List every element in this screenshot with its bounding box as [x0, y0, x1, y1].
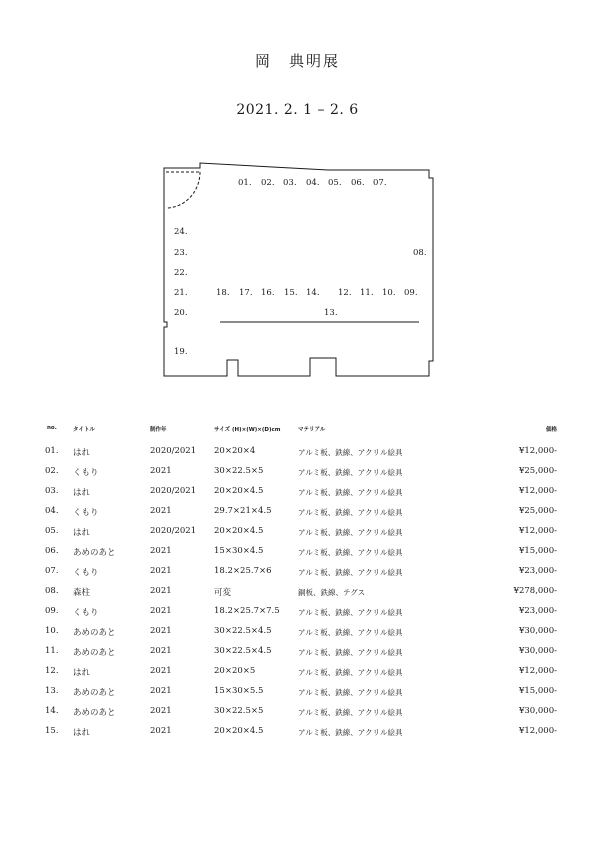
cell-title: あめのあと: [73, 548, 116, 558]
plan-label: 11.: [360, 288, 374, 298]
cell-title: はれ: [73, 448, 91, 458]
cell-material: 銅板、鉄線、テグス: [298, 588, 366, 597]
table-row: [0, 524, 595, 538]
cell-title: あめのあと: [73, 688, 116, 698]
cell-size: 15×30×5.5: [214, 686, 264, 696]
cell-material: アルミ板、鉄線、アクリル絵具: [298, 708, 403, 717]
plan-label: 18.: [216, 288, 230, 298]
floor-plan-walls: [164, 163, 433, 376]
table-row: [0, 604, 595, 618]
cell-year: 2021: [150, 726, 172, 736]
table-row: [0, 704, 595, 718]
cell-material: アルミ板、鉄線、アクリル絵具: [298, 488, 403, 497]
cell-no: 06.: [45, 546, 59, 556]
cell-no: 03.: [45, 486, 59, 496]
cell-price: ¥30,000-: [518, 706, 557, 716]
cell-material: アルミ板、鉄線、アクリル絵具: [298, 568, 403, 577]
cell-title: あめのあと: [73, 648, 116, 658]
cell-price: ¥278,000-: [513, 586, 557, 596]
table-row: [0, 504, 595, 518]
exhibition-title: 岡 典明展: [254, 52, 340, 70]
cell-price: ¥30,000-: [518, 646, 557, 656]
cell-title: くもり: [73, 608, 99, 618]
cell-material: アルミ板、鉄線、アクリル絵具: [298, 608, 403, 617]
header-size: サイズ (H)×(W)×(D)cm: [214, 427, 281, 433]
cell-no: 08.: [45, 586, 59, 596]
cell-title: はれ: [73, 668, 91, 678]
cell-size: 20×20×4.5: [214, 486, 264, 496]
cell-price: ¥15,000-: [518, 686, 557, 696]
cell-title: あめのあと: [73, 628, 116, 638]
header-year: 制作年: [150, 427, 167, 433]
cell-size: 20×20×4.5: [214, 526, 264, 536]
cell-material: アルミ板、鉄線、アクリル絵具: [298, 628, 403, 637]
cell-size: 30×22.5×5: [214, 706, 264, 716]
cell-no: 11.: [45, 646, 59, 656]
plan-label: 04.: [306, 178, 320, 188]
exhibition-dates: 2021. 2. 1 – 2. 6: [236, 102, 359, 118]
table-row: [0, 724, 595, 738]
plan-label: 15.: [284, 288, 298, 298]
plan-label: 02.: [261, 178, 275, 188]
cell-year: 2021: [150, 686, 172, 696]
plan-label: 12.: [338, 288, 352, 298]
plan-label: 01.: [238, 178, 252, 188]
cell-price: ¥12,000-: [518, 446, 557, 456]
cell-price: ¥30,000-: [518, 626, 557, 636]
plan-label: 17.: [239, 288, 253, 298]
cell-title: 森柱: [73, 588, 91, 598]
cell-year: 2021: [150, 566, 172, 576]
plan-label: 22.: [174, 268, 188, 278]
cell-no: 09.: [45, 606, 59, 616]
cell-size: 20×20×4: [214, 446, 256, 456]
plan-label: 16.: [261, 288, 275, 298]
cell-price: ¥12,000-: [518, 726, 557, 736]
cell-material: アルミ板、鉄線、アクリル絵具: [298, 548, 403, 557]
cell-price: ¥12,000-: [518, 486, 557, 496]
cell-year: 2021: [150, 586, 172, 596]
plan-label: 07.: [373, 178, 387, 188]
plan-label: 20.: [174, 308, 188, 318]
cell-year: 2021: [150, 506, 172, 516]
cell-title: くもり: [73, 508, 99, 518]
cell-no: 05.: [45, 526, 59, 536]
cell-size: 20×20×4.5: [214, 726, 264, 736]
plan-label: 21.: [174, 288, 188, 298]
cell-year: 2020/2021: [150, 526, 197, 536]
cell-no: 01.: [45, 446, 59, 456]
cell-price: ¥25,000-: [518, 506, 557, 516]
cell-price: ¥12,000-: [518, 666, 557, 676]
cell-price: ¥12,000-: [518, 526, 557, 536]
cell-title: くもり: [73, 468, 99, 478]
cell-material: アルミ板、鉄線、アクリル絵具: [298, 468, 403, 477]
plan-label: 24.: [174, 227, 188, 237]
cell-no: 04.: [45, 506, 59, 516]
cell-title: はれ: [73, 488, 91, 498]
cell-no: 14.: [45, 706, 59, 716]
table-row: [0, 484, 595, 498]
cell-price: ¥25,000-: [518, 466, 557, 476]
cell-size: 20×20×5: [214, 666, 256, 676]
plan-label: 13.: [324, 308, 338, 318]
plan-label: 09.: [404, 288, 418, 298]
cell-no: 12.: [45, 666, 59, 676]
plan-label: 23.: [174, 248, 188, 258]
cell-year: 2021: [150, 646, 172, 656]
cell-no: 07.: [45, 566, 59, 576]
cell-material: アルミ板、鉄線、アクリル絵具: [298, 688, 403, 697]
cell-no: 10.: [45, 626, 59, 636]
header-no: no.: [47, 425, 57, 431]
cell-material: アルミ板、鉄線、アクリル絵具: [298, 508, 403, 517]
cell-price: ¥23,000-: [518, 606, 557, 616]
plan-label: 05.: [328, 178, 342, 188]
table-row: [0, 584, 595, 598]
table-header: [0, 422, 595, 436]
cell-size: 可変: [214, 588, 232, 598]
cell-year: 2020/2021: [150, 446, 197, 456]
plan-label: 14.: [306, 288, 320, 298]
cell-no: 02.: [45, 466, 59, 476]
cell-title: あめのあと: [73, 708, 116, 718]
cell-size: 29.7×21×4.5: [214, 506, 272, 516]
table-row: [0, 664, 595, 678]
cell-no: 13.: [45, 686, 59, 696]
cell-year: 2021: [150, 666, 172, 676]
table-row: [0, 624, 595, 638]
plan-label: 03.: [283, 178, 297, 188]
cell-title: はれ: [73, 528, 91, 538]
plan-label: 06.: [351, 178, 365, 188]
plan-label: 10.: [382, 288, 396, 298]
cell-year: 2021: [150, 626, 172, 636]
plan-label: 08.: [413, 248, 427, 258]
door-swing: [166, 172, 200, 208]
cell-title: くもり: [73, 568, 99, 578]
table-row: [0, 564, 595, 578]
cell-price: ¥23,000-: [518, 566, 557, 576]
cell-year: 2021: [150, 706, 172, 716]
cell-no: 15.: [45, 726, 59, 736]
cell-year: 2021: [150, 466, 172, 476]
cell-price: ¥15,000-: [518, 546, 557, 556]
cell-size: 30×22.5×4.5: [214, 646, 272, 656]
cell-title: はれ: [73, 728, 91, 738]
cell-year: 2020/2021: [150, 486, 197, 496]
header-material: マテリアル: [298, 427, 326, 433]
cell-size: 30×22.5×5: [214, 466, 264, 476]
table-row: [0, 684, 595, 698]
table-row: [0, 544, 595, 558]
cell-size: 18.2×25.7×7.5: [214, 606, 280, 616]
cell-size: 15×30×4.5: [214, 546, 264, 556]
cell-material: アルミ板、鉄線、アクリル絵具: [298, 448, 403, 457]
cell-material: アルミ板、鉄線、アクリル絵具: [298, 528, 403, 537]
table-row: [0, 644, 595, 658]
cell-size: 18.2×25.7×6: [214, 566, 272, 576]
header-title: タイトル: [73, 427, 95, 433]
cell-year: 2021: [150, 606, 172, 616]
cell-material: アルミ板、鉄線、アクリル絵具: [298, 668, 403, 677]
cell-size: 30×22.5×4.5: [214, 626, 272, 636]
cell-material: アルミ板、鉄線、アクリル絵具: [298, 648, 403, 657]
cell-year: 2021: [150, 546, 172, 556]
cell-material: アルミ板、鉄線、アクリル絵具: [298, 728, 403, 737]
table-row: [0, 464, 595, 478]
plan-label: 19.: [174, 347, 188, 357]
header-price: 価格: [545, 427, 557, 433]
table-row: [0, 444, 595, 458]
